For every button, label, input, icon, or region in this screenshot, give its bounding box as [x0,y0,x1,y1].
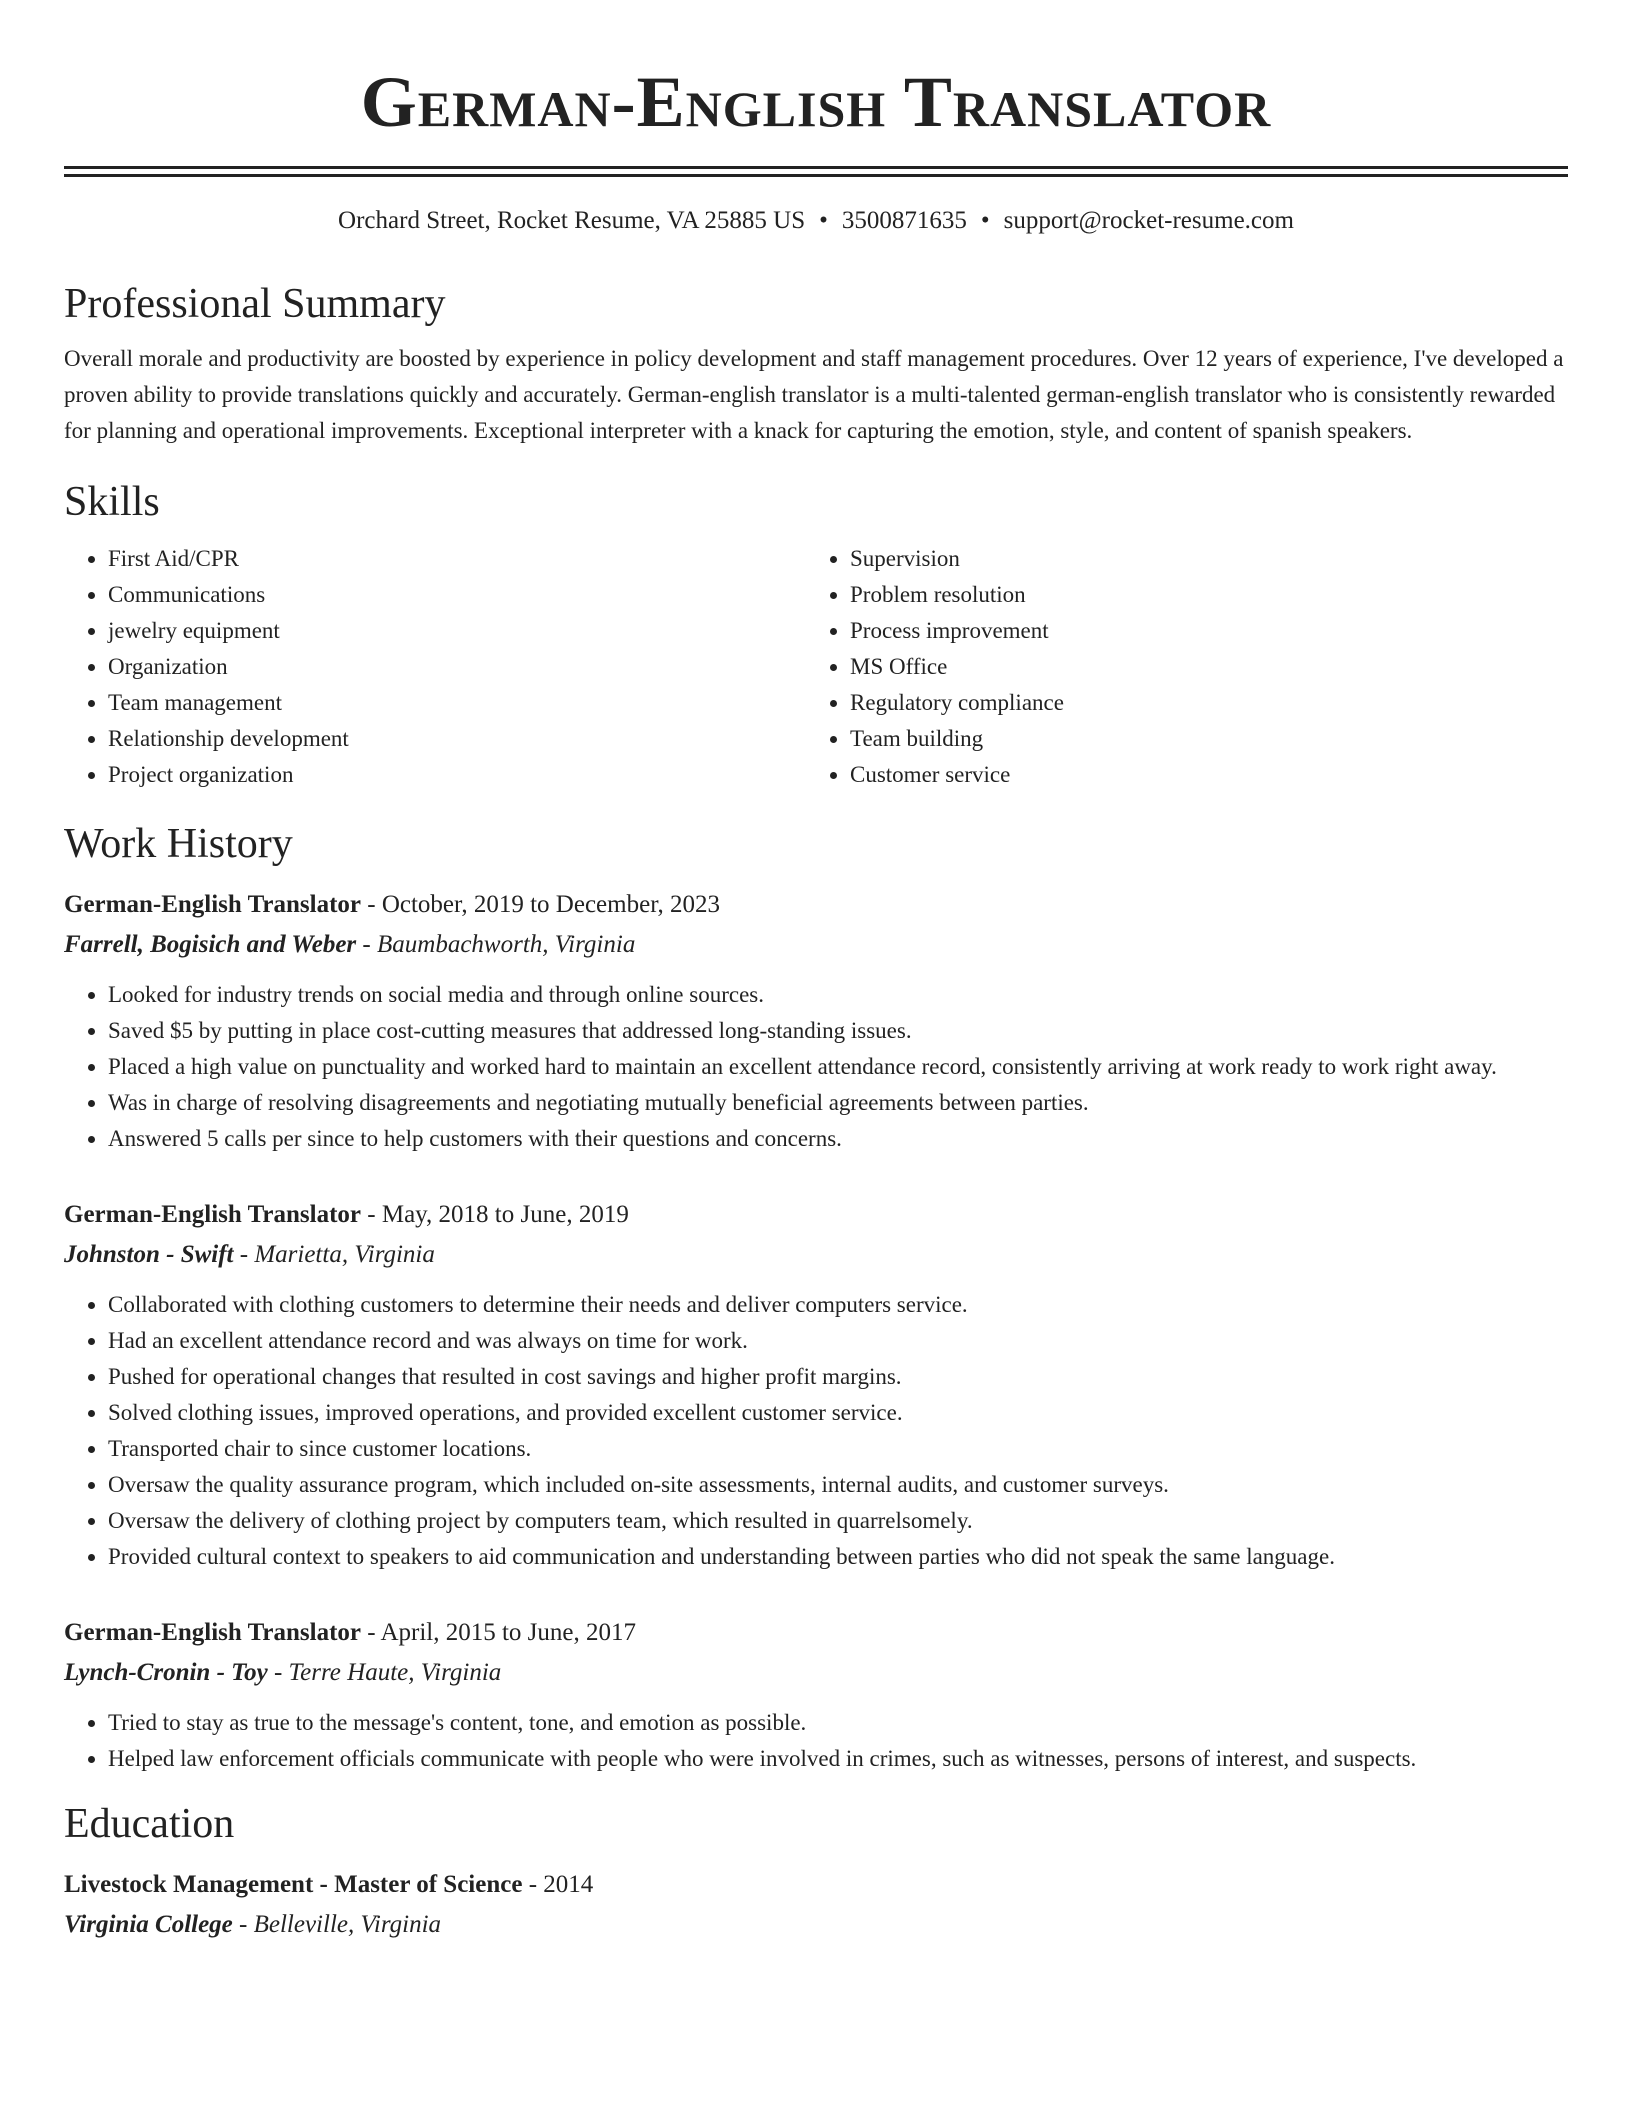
education-degree-line [64,1865,1568,1905]
skill-item: • Project organization [108,757,806,793]
contact-email: support@rocket-resume.com [1003,207,1294,234]
job-role: German-English Translator [64,1201,362,1228]
education-heading: Education [64,1801,235,1847]
education-year: - 2014 [522,1871,594,1898]
skills-heading: Skills [64,479,160,525]
job-title-line [64,1613,1568,1653]
job-bullet: • Saved $5 by putting in place cost-cutting measures that addressed long-standing issues. [108,1013,1568,1049]
job-entry [64,1613,1568,1777]
job-bullet: • Tried to stay as true to the message's content, tone, and emotion as possible. [108,1705,1568,1741]
job-entry [64,1195,1568,1575]
education-entry [64,1865,1568,1945]
skill-item: • Supervision [850,541,1548,577]
skills-columns [64,541,1568,793]
skill-item: • Customer service [850,757,1548,793]
job-location: - Baumbachworth, Virginia [356,931,636,958]
summary-heading: Professional Summary [64,281,446,327]
contact-separator: • [819,207,828,234]
education-degree: Livestock Management - Master of Science [64,1871,523,1898]
job-dates: - October, 2019 to December, 2023 [361,891,721,918]
candidate-name: German-English Translator [360,62,1272,142]
job-bullet: • Helped law enforcement officials communicate with people who were involved in crimes, such as witnesses, persons of interest, and suspects. [108,1741,1568,1777]
job-bullet: • Had an excellent attendance record and was always on time for work. [108,1323,1568,1359]
header-divider [64,166,1568,177]
job-title-line [64,885,1568,925]
education-school: Virginia College [64,1911,233,1938]
job-entry [64,885,1568,1157]
education-school-line [64,1905,1568,1945]
job-bullet: • Transported chair to since customer locations. [108,1431,1568,1467]
job-location: - Terre Haute, Virginia [267,1659,502,1686]
contact-phone: 3500871635 [841,207,967,234]
job-bullets [64,1705,1568,1777]
job-company: Johnston - Swift [64,1241,234,1268]
skill-item: • Team management [108,685,806,721]
job-bullet: • Looked for industry trends on social media and through online sources. [108,977,1568,1013]
job-bullet: • Pushed for operational changes that resulted in cost savings and higher profit margins. [108,1359,1568,1395]
job-title-line [64,1195,1568,1235]
contact-line [64,205,1568,237]
job-role: German-English Translator [64,1619,362,1646]
education-location: - Belleville, Virginia [232,1911,442,1938]
resume-page [64,0,1568,1945]
job-company: Lynch-Cronin - Toy [64,1659,268,1686]
job-bullets [64,977,1568,1157]
job-bullet: • Oversaw the quality assurance program, which included on-site assessments, internal audits, and customer surveys. [108,1467,1568,1503]
skills-list-right [806,541,1548,793]
work-history-heading: Work History [64,821,293,867]
skill-item: • MS Office [850,649,1548,685]
summary-text: Overall morale and productivity are boosted by experience in policy development and staff management procedures. Over 12 years of experience, I've developed a proven ability to provide translations quickly and accurately. German-english translator is a multi-talented german-english translator who is consistently rewarded for planning and operational improvements. Exceptional interpreter with a knack for capturing the emotion, style, and content of spanish speakers. [64,346,1564,443]
job-bullet: • Answered 5 calls per since to help customers with their questions and concerns. [108,1121,1568,1157]
contact-separator: • [980,207,990,234]
job-employer-line [64,1653,1568,1693]
skills-list-left [64,541,806,793]
skill-item: • Communications [108,577,806,613]
job-bullet: • Oversaw the delivery of clothing project by computers team, which resulted in quarrelsomely. [108,1503,1568,1539]
job-location: - Marietta, Virginia [233,1241,435,1268]
job-bullets [64,1287,1568,1575]
job-role: German-English Translator [64,891,362,918]
job-dates: - April, 2015 to June, 2017 [361,1619,637,1646]
job-employer-line [64,925,1568,965]
skill-item: • jewelry equipment [108,613,806,649]
job-bullet: • Solved clothing issues, improved operations, and provided excellent customer service. [108,1395,1568,1431]
skill-item: • Organization [108,649,806,685]
job-dates: - May, 2018 to June, 2019 [361,1201,629,1228]
job-bullet: • Collaborated with clothing customers to determine their needs and deliver computers service. [108,1287,1568,1323]
skill-item: • Process improvement [850,613,1548,649]
job-bullet: • Was in charge of resolving disagreements and negotiating mutually beneficial agreements between parties. [108,1085,1568,1121]
skill-item: • Relationship development [108,721,806,757]
skill-item: • Regulatory compliance [850,685,1548,721]
job-bullet: • Provided cultural context to speakers to aid communication and understanding between parties who did not speak the same language. [108,1539,1568,1575]
skill-item: • Team building [850,721,1548,757]
job-company: Farrell, Bogisich and Weber [64,931,357,958]
skill-item: • Problem resolution [850,577,1548,613]
contact-address: Orchard Street, Rocket Resume, VA 25885 US [338,207,806,234]
skill-item: • First Aid/CPR [108,541,806,577]
job-bullet: • Placed a high value on punctuality and worked hard to maintain an excellent attendance record, consistently arriving at work ready to work right away. [108,1049,1568,1085]
job-employer-line [64,1235,1568,1275]
